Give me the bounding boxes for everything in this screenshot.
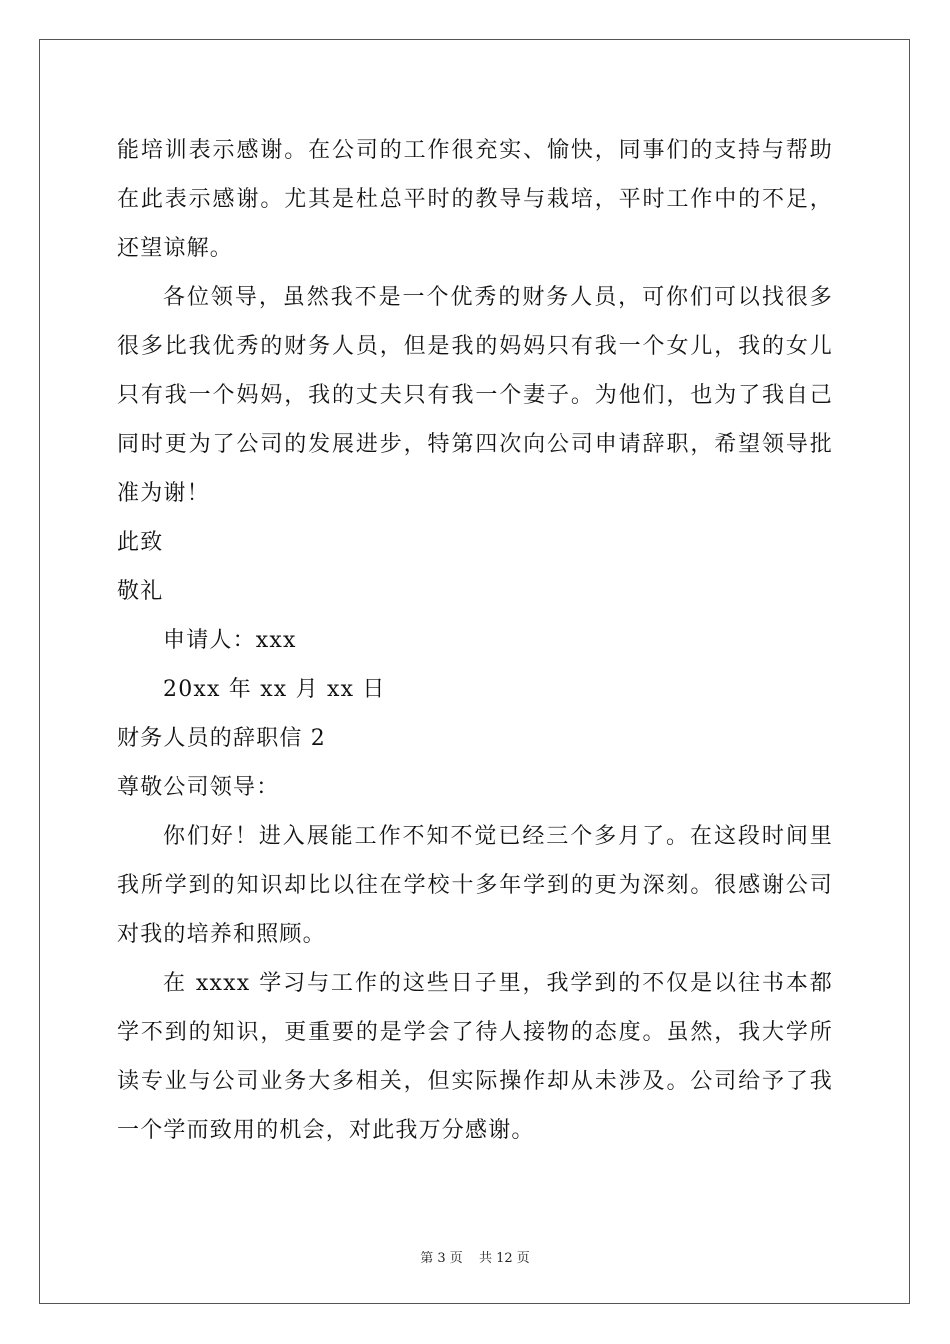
letter-2-title: 财务人员的辞职信 2 — [117, 726, 326, 751]
applicant-signature: 申请人：xxx — [163, 628, 297, 653]
paragraph-3: 你们好！进入展能工作不知不觉已经三个多月了。在这段时间里我所学到的知识却比以往在学校十多年学到的更为深刻。很感谢公司对我的培养和照顾。 — [117, 824, 833, 947]
paragraph-4: 在 xxxx 学习与工作的这些日子里，我学到的不仅是以往书本都学不到的知识，更重要的是学会了待人接物的态度。虽然，我大学所读专业与公司业务大多相关，但实际操作却从未涉及。公司给予了我一个学而致用的机会，对此我万分感谢。 — [117, 971, 833, 1143]
closing-line-1: 此致 — [117, 530, 164, 555]
page-footer — [0, 1247, 950, 1266]
page-total: 共 12 页 — [478, 1251, 530, 1266]
document-body — [117, 126, 833, 1155]
signature-date: 20xx 年 xx 月 xx 日 — [163, 677, 386, 702]
letter-2-salutation: 尊敬公司领导： — [117, 775, 280, 800]
closing-line-2: 敬礼 — [117, 579, 164, 604]
page-number: 第 3 页 — [420, 1251, 463, 1266]
paragraph-2: 各位领导，虽然我不是一个优秀的财务人员，可你们可以找很多很多比我优秀的财务人员，但是我的妈妈只有我一个女儿，我的女儿只有我一个妈妈，我的丈夫只有我一个妻子。为他们，也为了我自己同时更为了公司的发展进步，特第四次向公司申请辞职，希望领导批准为谢！ — [117, 285, 833, 506]
paragraph-1: 能培训表示感谢。在公司的工作很充实、愉快，同事们的支持与帮助在此表示感谢。尤其是杜总平时的教导与栽培，平时工作中的不足，还望谅解。 — [117, 138, 833, 261]
